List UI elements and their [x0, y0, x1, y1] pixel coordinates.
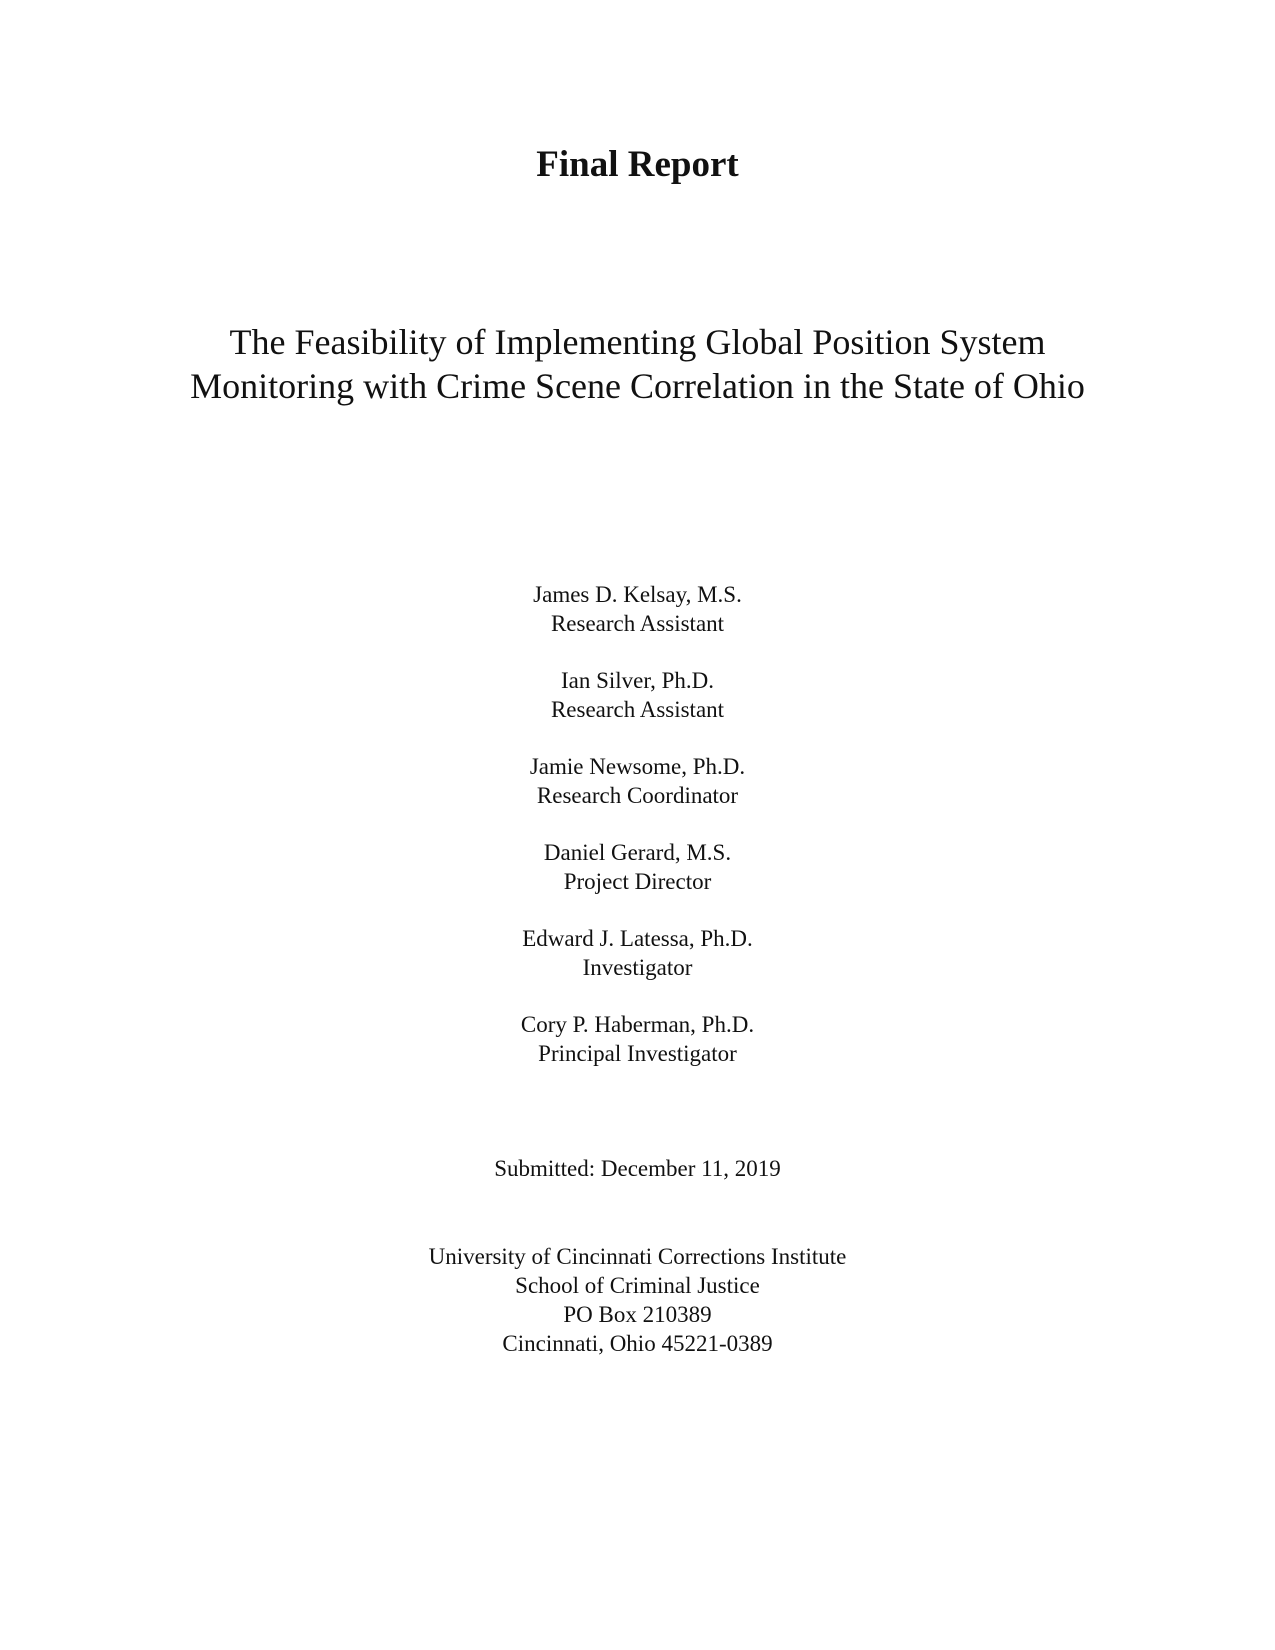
report-heading: Final Report [536, 144, 739, 185]
author-name: James D. Kelsay, M.S. [533, 582, 742, 607]
author-name: Ian Silver, Ph.D. [560, 668, 715, 693]
submitted-date: December 11, 2019 [600, 1156, 781, 1181]
title-line: Monitoring with Crime Scene Correlation in the State of Ohio [190, 366, 1085, 406]
author-role: Principal Investigator [538, 1041, 737, 1066]
author-list [0, 580, 1275, 1096]
author-role: Investigator [582, 955, 693, 980]
author-name: Jamie Newsome, Ph.D. [529, 754, 746, 779]
author-role: Research Coordinator [536, 783, 739, 808]
report-title [0, 320, 1275, 408]
author-entry [0, 666, 1275, 724]
author-name: Daniel Gerard, M.S. [543, 840, 732, 865]
author-entry [0, 924, 1275, 982]
submission-line [0, 1154, 1275, 1183]
author-entry [0, 580, 1275, 638]
author-name: Cory P. Haberman, Ph.D. [520, 1012, 755, 1037]
author-name: Edward J. Latessa, Ph.D. [522, 926, 753, 951]
author-entry [0, 752, 1275, 810]
author-entry [0, 1010, 1275, 1068]
submitted-label: Submitted: [494, 1156, 596, 1181]
author-role: Project Director [563, 869, 712, 894]
title-line: The Feasibility of Implementing Global Position System [229, 322, 1046, 362]
author-role: Research Assistant [550, 697, 725, 722]
author-role: Research Assistant [550, 611, 725, 636]
author-entry [0, 838, 1275, 896]
address-line: University of Cincinnati Corrections Institute [428, 1244, 847, 1269]
address-line: Cincinnati, Ohio 45221-0389 [502, 1331, 773, 1356]
address-line: PO Box 210389 [563, 1302, 712, 1327]
institution-address [0, 1242, 1275, 1358]
address-line: School of Criminal Justice [515, 1273, 760, 1298]
